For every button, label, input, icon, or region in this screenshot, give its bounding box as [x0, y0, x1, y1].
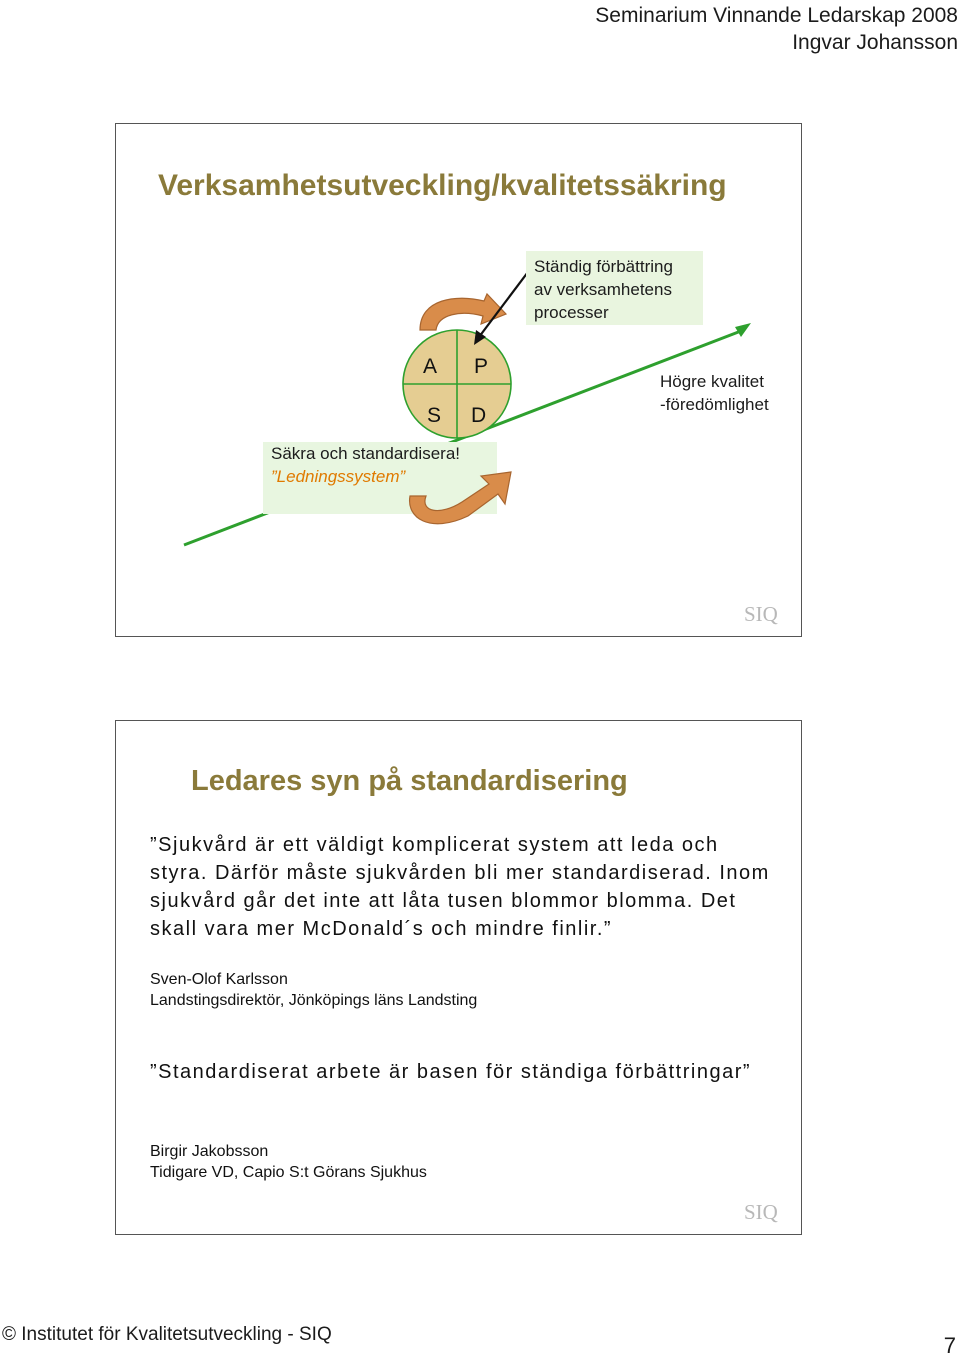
higher-quality-line1: Högre kvalitet — [660, 372, 764, 391]
slide-title: Verksamhetsutveckling/kvalitetssäkring — [158, 169, 727, 202]
management-system-label: ”Ledningssystem” — [271, 467, 406, 486]
siq-logo — [743, 601, 787, 627]
pdsa-label-d: D — [471, 404, 487, 427]
pdsa-label-a: A — [423, 355, 438, 378]
svg-text:SIQ: SIQ — [744, 602, 778, 626]
curved-arrow-bottom-layer — [116, 124, 801, 636]
page-number: 7 — [943, 1333, 956, 1358]
footer-copyright: © Institutet för Kvalitetsutveckling - SIQ — [2, 1324, 332, 1345]
header-seminar-title: Seminarium Vinnande Ledarskap 2008 — [595, 4, 958, 27]
slide-quality-development — [115, 123, 802, 637]
quote-jakobsson: ”Standardiserat arbete är basen för ständiga förbättringar” — [150, 1061, 752, 1083]
header-author: Ingvar Johansson — [792, 31, 958, 54]
curved-arrow-bottom-icon — [410, 472, 511, 524]
attribution-title: Landstingsdirektör, Jönköpings läns Landsting — [150, 992, 478, 1009]
pdsa-label-p: P — [474, 355, 489, 378]
quote-karlsson: ”Sjukvård är ett väldigt komplicerat system att leda och styra. Därför måste sjukvården bli mer standardiserad. Inom sjukvård går det inte att låta tusen blommor blomma. Det skall vara mer McDonald´s och mindre finlir.” — [150, 834, 770, 940]
attribution-name: Sven-Olof Karlsson — [150, 971, 288, 988]
page-header — [595, 2, 958, 56]
higher-quality-line2: -föredömlighet — [660, 395, 769, 414]
attribution-name: Birgir Jakobsson — [150, 1143, 269, 1160]
attribution-jakobsson — [150, 1141, 427, 1183]
siq-logo — [743, 1199, 787, 1225]
attribution-title: Tidigare VD, Capio S:t Görans Sjukhus — [150, 1164, 427, 1181]
secure-line1: Säkra och standardisera! — [271, 444, 460, 463]
slide-leaders-view — [115, 720, 802, 1235]
note-continuous-improvement: Ständig förbättring av verksamhetens processer — [526, 251, 703, 325]
pdsa-label-s: S — [427, 404, 442, 427]
attribution-karlsson — [150, 969, 477, 1011]
svg-text:SIQ: SIQ — [744, 1200, 778, 1224]
slide-title: Ledares syn på standardisering — [191, 765, 628, 797]
